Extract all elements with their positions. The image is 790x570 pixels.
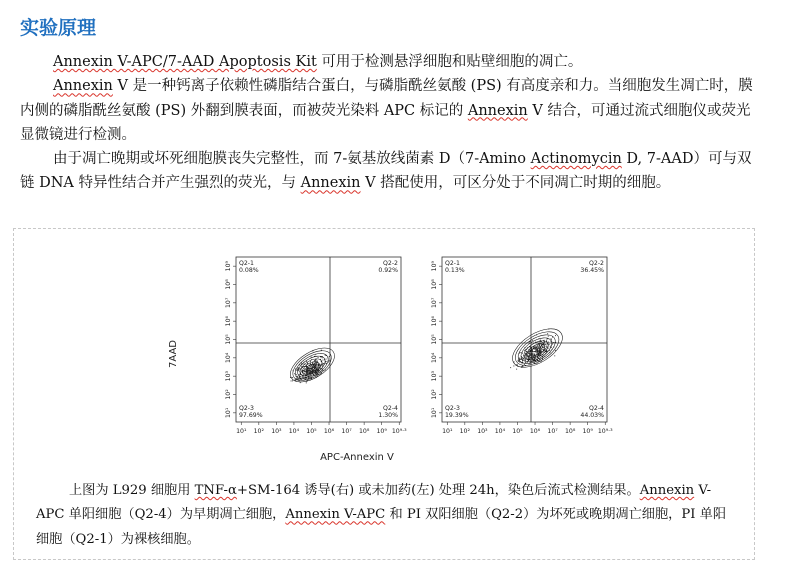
event-dot [553, 342, 554, 343]
event-dot [538, 348, 539, 349]
event-dot [519, 362, 520, 363]
event-dot [544, 350, 545, 351]
event-dot [300, 382, 301, 383]
y-tick-label: 10⁸ [225, 279, 232, 290]
event-dot [543, 343, 544, 344]
x-tick-label: 10¹ [442, 428, 453, 435]
quadrant-name: Q2-1 [239, 260, 254, 267]
event-dot [303, 366, 304, 367]
spellcheck-word: TNF-α [194, 483, 237, 498]
y-tick-label: 10⁴ [431, 352, 438, 364]
event-dot [527, 362, 528, 363]
event-dot [534, 354, 535, 355]
quadrant-name: Q2-2 [589, 260, 604, 267]
event-dot [522, 361, 523, 362]
event-dot [320, 365, 321, 366]
event-dot [291, 381, 292, 382]
event-dot [520, 359, 521, 360]
event-dot [542, 349, 543, 350]
event-dot [554, 355, 555, 356]
y-tick-label: 10⁶ [225, 315, 232, 327]
event-dot [541, 351, 542, 352]
y-tick-label: 10⁷ [225, 297, 232, 309]
spellcheck-word: Annexin V-APC/7-AAD Apoptosis Kit [53, 54, 317, 70]
event-dot [546, 347, 547, 348]
event-dot [532, 351, 533, 352]
event-dot [302, 376, 303, 377]
x-tick-label: 10⁴ [494, 428, 506, 435]
event-dot [297, 369, 298, 370]
event-dot [549, 344, 550, 345]
caption-text [36, 479, 736, 552]
event-dot [300, 379, 301, 380]
text-run: V-APC 单阳细胞（Q2-4）为早期凋亡细胞， [36, 483, 712, 523]
event-dot [535, 356, 536, 357]
event-dot [306, 371, 307, 372]
event-dot [528, 353, 529, 354]
event-dot [555, 350, 556, 351]
event-dot [299, 374, 300, 375]
event-dot [323, 360, 324, 361]
event-dot [544, 342, 545, 343]
event-dot [538, 351, 539, 352]
quadrant-value: 0.13% [445, 267, 465, 274]
event-dot [312, 369, 313, 370]
event-dot [318, 357, 319, 358]
event-dot [305, 379, 306, 380]
event-dot [510, 367, 511, 368]
quadrant-name: Q2-2 [383, 260, 398, 267]
event-dot [541, 341, 542, 342]
event-dot [538, 352, 539, 353]
event-dot [516, 369, 517, 370]
x-tick-label: 10⁷ [341, 428, 352, 435]
event-dot [321, 350, 322, 351]
event-dot [535, 351, 536, 352]
event-dot [301, 363, 302, 364]
y-tick-label: 10² [225, 389, 232, 400]
event-dot [532, 358, 533, 359]
y-tick-label: 10⁹ [225, 260, 232, 272]
quadrant-name: Q2-4 [589, 405, 604, 412]
plot-panel-1 [225, 257, 407, 435]
x-tick-label: 10³ [271, 428, 282, 435]
event-dot [316, 364, 317, 365]
quadrant-value: 44.03% [580, 412, 604, 419]
event-dot [537, 345, 538, 346]
event-dot [318, 367, 319, 368]
event-dot [541, 352, 542, 353]
x-tick-label: 10⁹·³ [391, 428, 407, 435]
event-dot [555, 335, 556, 336]
event-dot [298, 367, 299, 368]
event-dot [306, 369, 307, 370]
event-dot [533, 351, 534, 352]
quadrant-name: Q2-3 [445, 405, 460, 412]
event-dot [312, 368, 313, 369]
event-dot [325, 355, 326, 356]
event-dot [521, 359, 522, 360]
event-dot [301, 371, 302, 372]
event-dot [525, 357, 526, 358]
event-dot [534, 351, 535, 352]
y-tick-label: 10⁴ [225, 352, 232, 364]
spellcheck-word: Annexin [467, 102, 528, 119]
y-tick-label: 10⁶ [431, 315, 438, 327]
x-tick-label: 10⁵ [512, 428, 523, 435]
spellcheck-word: Actinomycin [530, 151, 622, 168]
event-dot [314, 363, 315, 364]
x-tick-label: 10⁸ [358, 428, 370, 435]
event-dot [534, 349, 535, 350]
event-dot [322, 357, 323, 358]
event-dot [310, 361, 311, 362]
event-dot [539, 343, 540, 344]
event-dot [298, 368, 299, 369]
event-dot [314, 360, 315, 361]
event-dot [295, 369, 296, 370]
event-dot [543, 346, 544, 347]
event-dot [548, 342, 549, 343]
y-tick-label: 10⁵ [431, 334, 438, 345]
plot-frame [236, 257, 401, 422]
event-dot [297, 378, 298, 379]
event-dot [541, 343, 542, 344]
paragraph-3 [20, 147, 758, 196]
event-dot [317, 364, 318, 365]
event-dot [546, 345, 547, 346]
event-dot [532, 340, 533, 341]
text-run: V 是一种钙离子依赖性磷脂结合蛋白，与磷脂酰丝氨酸 (PS) 有高度亲和力。当细胞发生凋亡时，膜内侧的磷脂酰丝氨酸 (PS) 外翻到膜表面，而被荧光染料 APC 标记的 [20, 78, 753, 119]
y-tick-label: 10⁵ [225, 334, 232, 345]
x-tick-label: 10⁹ [582, 428, 593, 435]
event-dot [518, 360, 519, 361]
event-dot [305, 373, 306, 374]
event-dot [539, 350, 540, 351]
x-tick-label: 10⁹·³ [597, 428, 613, 435]
quadrant-value: 19.39% [445, 412, 469, 419]
event-dot [523, 359, 524, 360]
event-dot [308, 367, 309, 368]
event-dot [317, 361, 318, 362]
event-dot [299, 365, 300, 366]
text-run: 可用于检测悬浮细胞和贴壁细胞的凋亡。 [316, 54, 583, 70]
event-dot [298, 379, 299, 380]
event-dot [545, 344, 546, 345]
event-dot [549, 343, 550, 344]
event-dot [531, 348, 532, 349]
text-run: V 搭配使用，可区分处于不同凋亡时期的细胞。 [360, 175, 671, 192]
event-dot [540, 340, 541, 341]
event-dot [540, 353, 541, 354]
event-dot [546, 351, 547, 352]
event-dot [551, 338, 552, 339]
event-dot [297, 376, 298, 377]
event-dot [524, 364, 525, 365]
y-tick-label: 10⁹ [431, 260, 438, 272]
event-dot [536, 352, 537, 353]
quadrant-value: 36.45% [580, 267, 604, 274]
figure-caption [36, 479, 736, 552]
event-dot [294, 373, 295, 374]
plot-panel-2 [431, 257, 613, 435]
event-dot [306, 382, 307, 383]
event-dot [316, 367, 317, 368]
event-dot [307, 368, 308, 369]
event-dot [535, 346, 536, 347]
spellcheck-word: Annexin [300, 175, 361, 192]
event-dot [310, 370, 311, 371]
event-dot [310, 368, 311, 369]
event-dot [314, 367, 315, 368]
event-dot [537, 360, 538, 361]
x-tick-label: 10⁶ [529, 428, 541, 435]
event-dot [529, 356, 530, 357]
event-dot [316, 362, 317, 363]
event-dot [541, 346, 542, 347]
event-dot [301, 369, 302, 370]
section-title: 实验原理 [20, 17, 97, 39]
y-tick-label: 10² [431, 389, 438, 400]
text-run: 由于凋亡晚期或坏死细胞膜丧失完整性，而 7-氨基放线菌素 D（7-Amino [53, 151, 531, 168]
y-tick-label: 10³ [431, 370, 438, 382]
paragraph-1 [53, 50, 758, 74]
event-dot [537, 351, 538, 352]
event-dot [522, 353, 523, 354]
event-dot [322, 365, 323, 366]
event-dot [303, 370, 304, 371]
spellcheck-word: Annexin [639, 483, 695, 498]
flow-cytometry-figure [13, 228, 755, 560]
event-dot [538, 361, 539, 362]
event-dot [528, 358, 529, 359]
event-dot [552, 344, 553, 345]
event-dot [527, 355, 528, 356]
y-axis-label: 7AAD [168, 339, 179, 369]
event-dot [292, 380, 293, 381]
event-dot [524, 358, 525, 359]
event-dot [537, 343, 538, 344]
event-dot [547, 333, 548, 334]
quadrant-name: Q2-3 [239, 405, 254, 412]
event-dot [540, 349, 541, 350]
event-dot [531, 353, 532, 354]
event-dot [545, 349, 546, 350]
text-run: D, 7-AAD）可与双链 DNA 特异性结合并产生强烈的荧光，与 [20, 151, 752, 192]
x-tick-label: 10⁶ [323, 428, 335, 435]
event-dot [551, 339, 552, 340]
spellcheck-word: Annexin V-APC [285, 507, 386, 523]
event-dot [296, 380, 297, 381]
event-dot [526, 357, 527, 358]
quadrant-name: Q2-1 [445, 260, 460, 267]
event-dot [317, 366, 318, 367]
event-dot [525, 355, 526, 356]
event-dot [522, 357, 523, 358]
event-dot [307, 363, 308, 364]
x-tick-label: 10⁴ [288, 428, 300, 435]
event-dot [520, 352, 521, 353]
quadrant-value: 0.08% [239, 267, 259, 274]
y-tick-label: 10³ [225, 370, 232, 382]
flow-plots [14, 229, 754, 469]
event-dot [309, 371, 310, 372]
x-tick-label: 10⁹ [376, 428, 387, 435]
event-dot [298, 370, 299, 371]
event-dot [548, 336, 549, 337]
event-dot [549, 350, 550, 351]
event-dot [299, 377, 300, 378]
event-dot [532, 354, 533, 355]
event-dot [329, 360, 330, 361]
event-dot [526, 358, 527, 359]
event-dot [532, 358, 533, 359]
event-dot [312, 367, 313, 368]
event-dot [312, 363, 313, 364]
event-dot [539, 345, 540, 346]
event-dot [311, 357, 312, 358]
event-dot [315, 360, 316, 361]
event-dot [303, 374, 304, 375]
event-dot [313, 364, 314, 365]
event-dot [546, 340, 547, 341]
event-dot [296, 374, 297, 375]
event-dot [543, 347, 544, 348]
event-dot [528, 342, 529, 343]
x-tick-label: 10⁷ [547, 428, 558, 435]
x-tick-label: 10² [253, 428, 264, 435]
event-dot [530, 346, 531, 347]
event-dot [322, 364, 323, 365]
event-dot [539, 348, 540, 349]
y-tick-label: 10⁸ [431, 279, 438, 290]
x-tick-label: 10⁸ [564, 428, 576, 435]
x-axis-label: APC-Annexin V [320, 452, 394, 463]
event-dot [525, 360, 526, 361]
event-dot [314, 367, 315, 368]
y-tick-label: 10¹ [225, 407, 232, 419]
event-dot [517, 365, 518, 366]
event-dot [525, 354, 526, 355]
quadrant-value: 97.69% [239, 412, 263, 419]
event-dot [329, 356, 330, 357]
event-dot [525, 353, 526, 354]
text-run: 和 PI 双阳细胞（Q2-2）为坏死或晚期凋亡细胞，PI 单阳细胞（Q2-1）为裸核细胞。 [36, 507, 727, 547]
event-dot [528, 351, 529, 352]
event-dot [313, 365, 314, 366]
y-tick-label: 10⁷ [431, 297, 438, 309]
event-dot [313, 367, 314, 368]
text-run: +SM-164 诱导(右) 或未加药(左) 处理 24h，染色后流式检测结果。 [236, 483, 640, 498]
event-dot [310, 367, 311, 368]
event-dot [537, 352, 538, 353]
x-tick-label: 10⁵ [306, 428, 317, 435]
event-dot [542, 342, 543, 343]
event-dot [306, 361, 307, 362]
quadrant-value: 0.92% [378, 267, 398, 274]
x-tick-label: 10² [459, 428, 470, 435]
event-dot [525, 362, 526, 363]
quadrant-name: Q2-4 [383, 405, 398, 412]
intro-text [20, 50, 758, 196]
event-dot [544, 347, 545, 348]
spellcheck-word: Annexin [53, 78, 113, 95]
event-dot [318, 368, 319, 369]
event-dot [524, 350, 525, 351]
paragraph-2 [20, 74, 758, 147]
event-dot [326, 359, 327, 360]
event-dot [519, 358, 520, 359]
event-dot [292, 377, 293, 378]
event-dot [311, 369, 312, 370]
quadrant-value: 1.30% [378, 412, 398, 419]
event-dot [534, 347, 535, 348]
event-dot [537, 349, 538, 350]
text-run: V 结合，可通过流式细胞仪或荧光显微镜进行检测。 [20, 102, 751, 143]
text-run: 上图为 L929 细胞用 [69, 483, 195, 498]
event-dot [308, 370, 309, 371]
x-tick-label: 10³ [477, 428, 488, 435]
x-tick-label: 10¹ [236, 428, 247, 435]
event-dot [537, 351, 538, 352]
event-dot [541, 345, 542, 346]
event-dot [541, 361, 542, 362]
y-tick-label: 10¹ [431, 407, 438, 419]
event-dot [522, 366, 523, 367]
event-dot [513, 366, 514, 367]
